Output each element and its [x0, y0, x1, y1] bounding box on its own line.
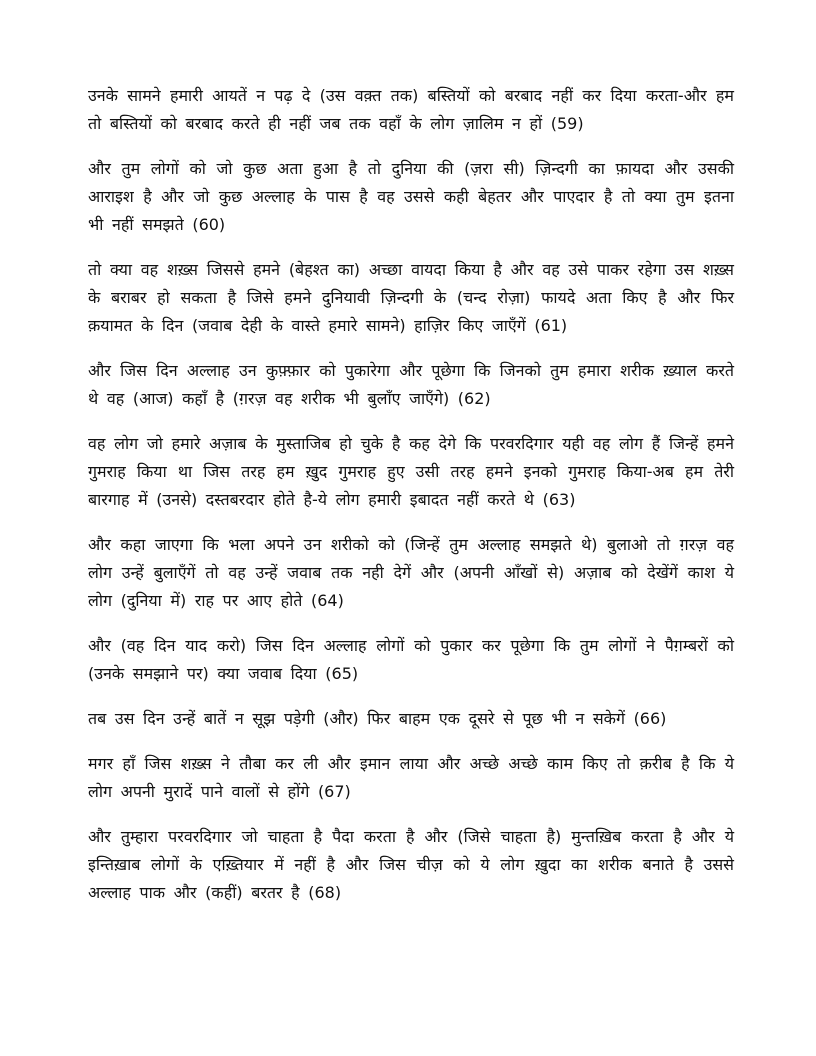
verse-paragraph-67: मगर हाँ जिस शख़्स ने तौबा कर ली और इमान लाया और अच्छे अच्छे काम किए तो क़रीब है कि ये लोग अपनी मुरादें पाने वालों से होंगे (67): [88, 754, 734, 801]
text-column: [88, 82, 734, 907]
verse-paragraph-68: और तुम्हारा परवरदिगार जो चाहता है पैदा करता है और (जिसे चाहता है) मुन्तख़िब करता है और ये इन्तिख़ाब लोगों के एख़्तियार में नहीं है और जिस चीज़ को ये लोग ख़ुदा का शरीक बनाते है उससे अल्लाह पाक और (कहीं) बरतर है (68): [88, 827, 734, 902]
verse-paragraph-60: और तुम लोगों को जो कुछ अता हुआ है तो दुनिया की (ज़रा सी) ज़िन्दगी का फ़ायदा और उसकी आराइश है और जो कुछ अल्लाह के पास है वह उससे कही बेहतर और पाएदार है तो क्या तुम इतना भी नहीं समझते (60): [88, 159, 734, 234]
verse-paragraph-65: और (वह दिन याद करो) जिस दिन अल्लाह लोगों को पुकार कर पूछेगा कि तुम लोगों ने पैग़म्बरों को (उनके समझाने पर) क्या जवाब दिया (65): [88, 636, 734, 683]
verse-paragraph-61: तो क्या वह शख़्स जिससे हमने (बेहश्त का) अच्छा वायदा किया है और वह उसे पाकर रहेगा उस शख़्स के बराबर हो सकता है जिसे हमने दुनियावी ज़िन्दगी के (चन्द रोज़ा) फायदे अता किए है और फिर क़यामत के दिन (जवाब देही के वास्ते हमारे सामने) हाज़िर किए जाएँगें (61): [88, 260, 734, 335]
verse-paragraph-59: उनके सामने हमारी आयतें न पढ़ दे (उस वक़्त तक) बस्तियों को बरबाद नहीं कर दिया करता-और हम तो बस्तियों को बरबाद करते ही नहीं जब तक वहाँ के लोग ज़ालिम न हों (59): [88, 86, 734, 133]
verse-paragraph-62: और जिस दिन अल्लाह उन कुफ़्फ़ार को पुकारेगा और पूछेगा कि जिनको तुम हमारा शरीक ख़्याल करते थे वह (आज) कहाँ है (ग़रज़ वह शरीक भी बुलाँए जाएँगे) (62): [88, 361, 734, 408]
verse-paragraph-63: वह लोग जो हमारे अज़ाब के मुस्ताजिब हो चुके है कह देगे कि परवरदिगार यही वह लोग हैं जिन्हें हमने गुमराह किया था जिस तरह हम ख़ुद गुमराह हुए उसी तरह हमने इनको गुमराह किया-अब हम तेरी बारगाह में (उनसे) दस्तबरदार होते है-ये लोग हमारी इबादत नहीं करते थे (63): [88, 434, 734, 509]
verse-paragraph-64: और कहा जाएगा कि भला अपने उन शरीको को (जिन्हें तुम अल्लाह समझते थे) बुलाओ तो ग़रज़ वह लोग उन्हें बुलाएँगें तो वह उन्हें जवाब तक नही देगें और (अपनी आँखों से) अज़ाब को देखेंगें काश ये लोग (दुनिया में) राह पर आए होते (64): [88, 535, 734, 610]
verse-paragraph-66: तब उस दिन उन्हें बातें न सूझ पड़ेगी (और) फिर बाहम एक दूसरे से पूछ भी न सकेगें (66): [88, 709, 667, 728]
